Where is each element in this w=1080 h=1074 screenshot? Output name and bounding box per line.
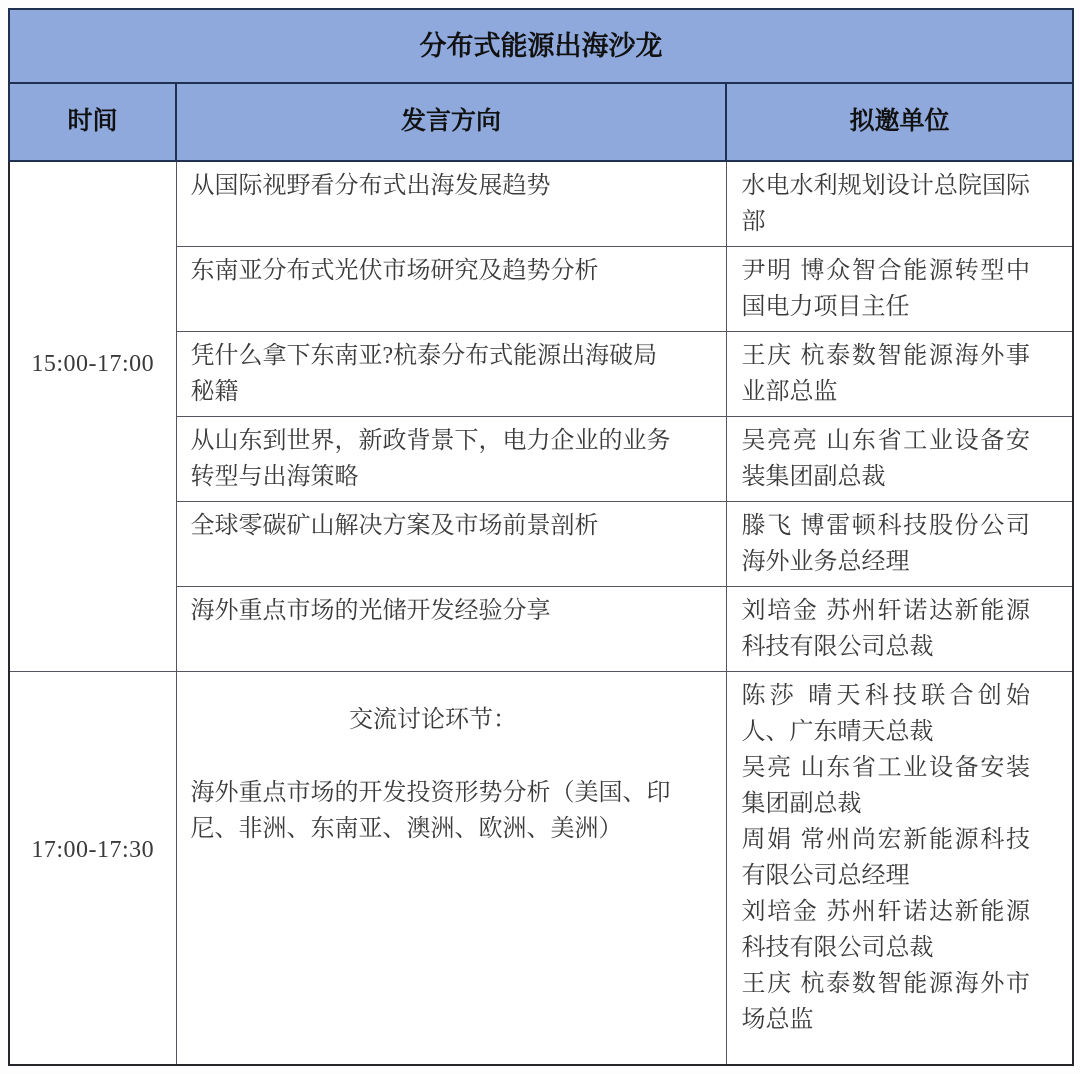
table-row — [9, 161, 1073, 247]
table-title-row — [9, 9, 1073, 83]
session1-row6-org: 刘培金 苏州轩诺达新能源科技有限公司总裁 — [726, 587, 1073, 672]
session1-time-cell — [9, 161, 176, 672]
table-row — [9, 672, 1073, 1065]
session1-row5-org: 滕飞 博雷顿科技股份公司海外业务总经理 — [726, 502, 1073, 587]
session2-topic-cell — [176, 672, 726, 1065]
session1-row6-topic: 海外重点市场的光储开发经验分享 — [176, 587, 726, 672]
discussion-topic: 海外重点市场的开发投资形势分析（美国、印尼、非洲、东南亚、澳洲、欧洲、美洲） — [190, 780, 671, 842]
column-header-topic: 发言方向 — [176, 83, 726, 161]
session1-time: 15:00-17:00 — [31, 351, 155, 377]
session1-row5-topic: 全球零碳矿山解决方案及市场前景剖析 — [176, 502, 726, 587]
session1-row2-org: 尹明 博众智合能源转型中国电力项目主任 — [726, 247, 1073, 332]
column-header-time: 时间 — [9, 83, 176, 161]
session1-row4-topic: 从山东到世界，新政背景下，电力企业的业务转型与出海策略 — [176, 417, 726, 502]
session1-row3-topic: 凭什么拿下东南亚?杭泰分布式能源出海破局秘籍 — [176, 332, 726, 417]
session2-org-3: 周娟 常州尚宏新能源科技有限公司总经理 — [741, 827, 1031, 889]
session2-org-cell — [726, 672, 1073, 1065]
session2-org-5: 王庆 杭泰数智能源海外市场总监 — [741, 971, 1031, 1033]
session1-row1-org: 水电水利规划设计总院国际部 — [726, 161, 1073, 247]
session2-org-1: 陈莎 晴天科技联合创始人、广东晴天总裁 — [741, 683, 1031, 745]
discussion-heading: 交流讨论环节： — [349, 707, 517, 733]
session1-row1-topic: 从国际视野看分布式出海发展趋势 — [176, 161, 726, 247]
table-header-row — [9, 83, 1073, 161]
session2-time-cell — [9, 672, 176, 1065]
session1-row2-topic: 东南亚分布式光伏市场研究及趋势分析 — [176, 247, 726, 332]
session2-org-4: 刘培金 苏州轩诺达新能源科技有限公司总裁 — [741, 899, 1031, 961]
agenda-table — [8, 8, 1074, 1066]
table-title: 分布式能源出海沙龙 — [9, 9, 1073, 83]
session1-row4-org: 吴亮亮 山东省工业设备安装集团副总裁 — [726, 417, 1073, 502]
session2-time: 17:00-17:30 — [31, 837, 155, 864]
session2-org-2: 吴亮 山东省工业设备安装集团副总裁 — [741, 755, 1031, 817]
column-header-org: 拟邀单位 — [726, 83, 1073, 161]
session1-row3-org: 王庆 杭泰数智能源海外事业部总监 — [726, 332, 1073, 417]
